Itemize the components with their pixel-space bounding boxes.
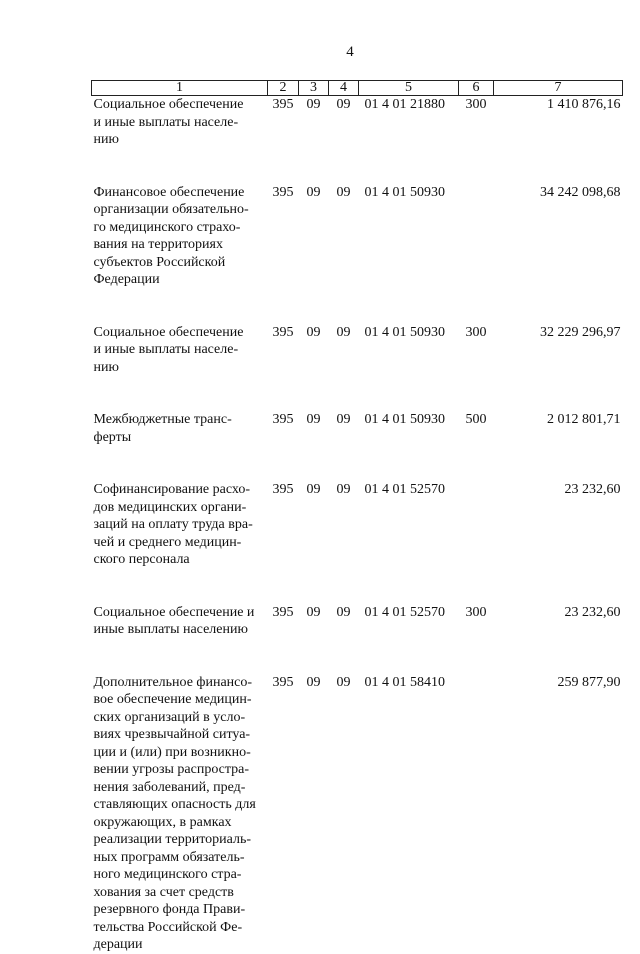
row-vr — [459, 481, 494, 569]
row-rz: 09 — [306, 97, 321, 112]
row-name-line: окружающих, в рамках — [93, 814, 232, 830]
row-pr: 09 — [336, 412, 351, 427]
row-csr: 01 4 01 52570 — [364, 482, 445, 497]
row-name-line: ского персонала — [93, 552, 190, 567]
row-name-line: и иные выплаты населе- — [93, 342, 239, 357]
row-name-line: вания на территориях — [93, 237, 223, 252]
row-name — [92, 96, 268, 149]
row-name-line: дерации — [93, 937, 143, 952]
row-sum: 2 012 801,71 — [547, 412, 621, 427]
row-gr: 395 — [272, 184, 294, 200]
row-sum: 259 877,90 — [557, 674, 621, 690]
row-name — [92, 411, 268, 446]
row-rz: 09 — [306, 412, 321, 427]
row-pr: 09 — [336, 184, 351, 200]
header-cell-1: 1 — [92, 81, 268, 96]
row-csr: 01 4 01 50930 — [364, 184, 445, 200]
row-spacer — [92, 149, 623, 184]
table-row — [92, 481, 623, 569]
row-name-line: дов медицинских органи- — [93, 499, 247, 515]
row-pr: 09 — [336, 674, 351, 690]
row-name-line: ного медицинского стра- — [93, 867, 242, 882]
row-name-line: ставляющих опасность для — [93, 797, 256, 812]
row-vr: 500 — [465, 412, 487, 427]
row-rz: 09 — [306, 604, 321, 620]
row-rz: 09 — [306, 324, 321, 340]
row-name-line: Финансовое обеспечение — [93, 184, 245, 200]
row-name — [92, 674, 268, 954]
header-row — [92, 81, 623, 96]
row-pr: 09 — [336, 482, 351, 497]
row-csr: 01 4 01 50930 — [364, 324, 445, 340]
table-row — [92, 96, 623, 149]
row-vr — [459, 674, 494, 954]
row-name-line: Социальное обеспечение и — [93, 604, 255, 620]
row-name-line: Межбюджетные транс- — [93, 412, 232, 427]
row-pr: 09 — [336, 324, 351, 340]
row-name — [92, 481, 268, 569]
row-pr: 09 — [336, 604, 351, 620]
budget-table — [91, 80, 623, 954]
row-name — [92, 324, 268, 377]
row-sum: 32 229 296,97 — [540, 324, 621, 340]
row-csr: 01 4 01 50930 — [364, 412, 445, 427]
row-name-line: Федерации — [93, 272, 160, 287]
row-name-line: вое обеспечение медицин- — [93, 692, 252, 707]
row-name-line: вении угрозы распростра- — [93, 762, 250, 777]
row-name-line: нения заболеваний, пред- — [93, 779, 246, 795]
row-name-line: заций на оплату труда вра- — [93, 517, 253, 532]
row-name-line: нию — [93, 359, 119, 375]
header-cell-5: 5 — [359, 81, 459, 96]
row-sum: 34 242 098,68 — [540, 184, 621, 200]
row-spacer-cell — [92, 149, 623, 184]
row-sum: 23 232,60 — [564, 604, 621, 620]
header-cell-2: 2 — [268, 81, 299, 96]
row-sum: 1 410 876,16 — [547, 97, 621, 112]
row-name-line: хования за счет средств — [93, 884, 234, 900]
table-row — [92, 674, 623, 954]
table-body — [92, 96, 623, 954]
row-rz: 09 — [306, 184, 321, 200]
table-row — [92, 324, 623, 377]
row-name-line: ции и (или) при возникно- — [93, 744, 251, 760]
row-name-line: чей и среднего медицин- — [93, 534, 242, 550]
row-name-line: ных программ обязатель- — [93, 849, 245, 865]
page-number: 4 — [346, 44, 354, 60]
row-spacer-cell — [92, 569, 623, 604]
header-cell-7: 7 — [494, 81, 623, 96]
row-vr — [459, 184, 494, 289]
row-gr: 395 — [272, 604, 294, 620]
row-spacer-cell — [92, 446, 623, 481]
row-sum: 23 232,60 — [564, 482, 621, 497]
row-gr: 395 — [272, 674, 294, 690]
row-rz: 09 — [306, 482, 321, 497]
row-spacer — [92, 446, 623, 481]
row-spacer-cell — [92, 376, 623, 411]
row-name-line: иные выплаты населению — [93, 622, 248, 637]
table-row — [92, 411, 623, 446]
row-spacer — [92, 289, 623, 324]
row-name-line: резервного фонда Прави- — [93, 902, 246, 917]
row-name-line: субъектов Российской — [93, 254, 226, 270]
row-vr: 300 — [465, 97, 487, 112]
row-gr: 395 — [272, 97, 294, 112]
row-name-line: виях чрезвычайной ситуа- — [93, 727, 251, 742]
row-name-line: ских организаций в усло- — [93, 709, 246, 725]
row-vr: 300 — [465, 604, 487, 620]
row-vr: 300 — [465, 324, 487, 340]
row-csr: 01 4 01 21880 — [364, 97, 445, 112]
row-name-line: го медицинского страхо- — [93, 219, 241, 235]
row-csr: 01 4 01 58410 — [364, 674, 445, 690]
header-cell-3: 3 — [299, 81, 329, 96]
row-name-line: реализации территориаль- — [93, 832, 252, 847]
row-name-line: Дополнительное финансо- — [93, 674, 253, 690]
row-name-line: и иные выплаты населе- — [93, 114, 239, 130]
row-pr: 09 — [336, 97, 351, 112]
row-name-line: тельства Российской Фе- — [93, 919, 243, 935]
row-name-line: Социальное обеспечение — [93, 97, 244, 112]
row-name-line: Софинансирование расхо- — [93, 482, 251, 497]
row-name — [92, 184, 268, 289]
row-rz: 09 — [306, 674, 321, 690]
row-name-line: нию — [93, 132, 119, 147]
row-csr: 01 4 01 52570 — [364, 604, 445, 620]
header-cell-6: 6 — [459, 81, 494, 96]
header-cell-4: 4 — [329, 81, 359, 96]
row-spacer — [92, 639, 623, 674]
row-gr: 395 — [272, 324, 294, 340]
row-spacer-cell — [92, 289, 623, 324]
row-spacer — [92, 569, 623, 604]
row-name — [92, 604, 268, 639]
row-spacer-cell — [92, 639, 623, 674]
row-name-line: организации обязательно- — [93, 202, 249, 217]
table-row — [92, 184, 623, 289]
table-row — [92, 604, 623, 639]
row-gr: 395 — [272, 482, 294, 497]
row-gr: 395 — [272, 412, 294, 427]
row-name-line: ферты — [93, 429, 132, 445]
row-spacer — [92, 376, 623, 411]
row-name-line: Социальное обеспечение — [93, 324, 244, 340]
